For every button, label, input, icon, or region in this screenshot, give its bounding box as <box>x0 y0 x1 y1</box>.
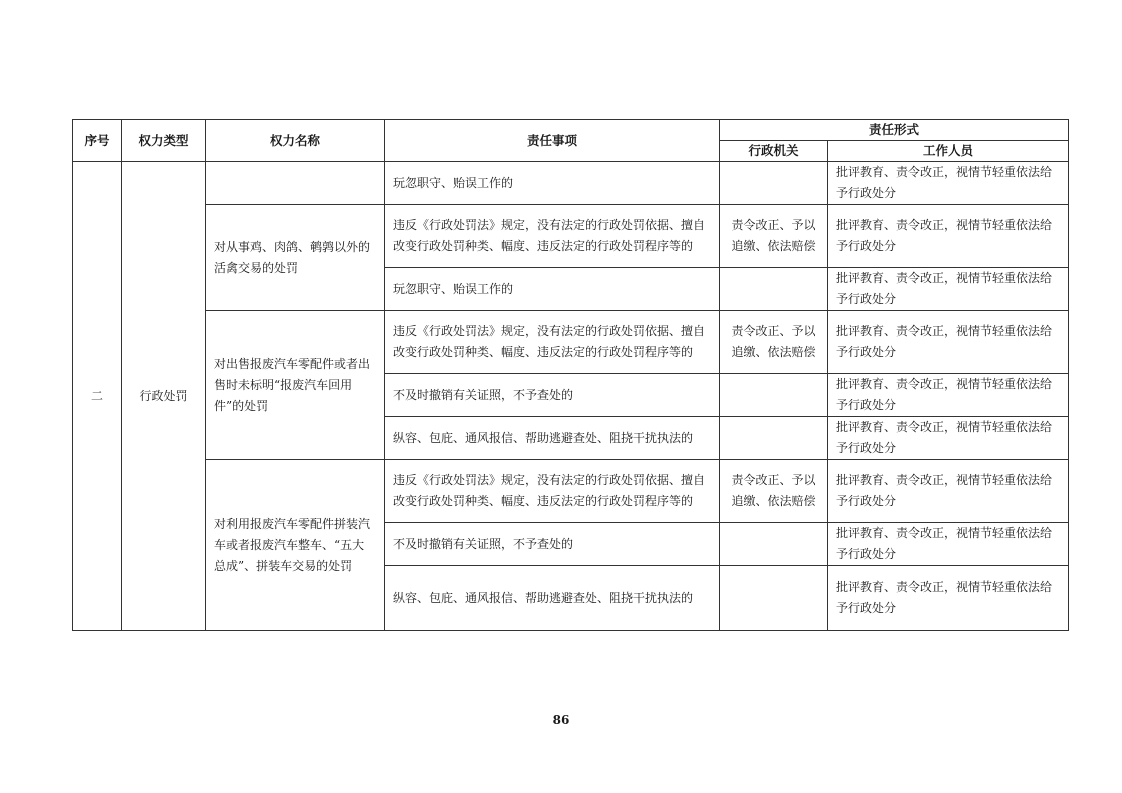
table-row <box>73 205 1069 268</box>
matter-cell: 违反《行政处罚法》规定，没有法定的行政处罚依据、擅自改变行政处罚种类、幅度、违反法定的行政处罚程序等的 <box>385 460 720 523</box>
admin-org-cell: 责令改正、予以追缴、依法赔偿 <box>720 460 828 523</box>
header-power-name: 权力名称 <box>206 120 385 162</box>
staff-cell: 批评教育、责令改正，视情节轻重依法给予行政处分 <box>828 417 1069 460</box>
matter-cell: 玩忽职守、贻误工作的 <box>385 162 720 205</box>
header-admin-org: 行政机关 <box>720 141 828 162</box>
matter-cell: 纵容、包庇、通风报信、帮助逃避查处、阻挠干扰执法的 <box>385 566 720 631</box>
header-power-type: 权力类型 <box>122 120 206 162</box>
page-number: 86 <box>552 713 570 727</box>
seq-cell: 二 <box>73 162 122 631</box>
staff-cell: 批评教育、责令改正，视情节轻重依法给予行政处分 <box>828 205 1069 268</box>
staff-cell: 批评教育、责令改正，视情节轻重依法给予行政处分 <box>828 523 1069 566</box>
staff-cell: 批评教育、责令改正，视情节轻重依法给予行政处分 <box>828 311 1069 374</box>
admin-org-cell <box>720 566 828 631</box>
admin-org-cell <box>720 268 828 311</box>
power-type-cell: 行政处罚 <box>122 162 206 631</box>
responsibility-table <box>72 119 1069 631</box>
header-seq: 序号 <box>73 120 122 162</box>
admin-org-cell <box>720 374 828 417</box>
admin-org-cell <box>720 417 828 460</box>
admin-org-cell: 责令改正、予以追缴、依法赔偿 <box>720 205 828 268</box>
staff-cell: 批评教育、责令改正，视情节轻重依法给予行政处分 <box>828 162 1069 205</box>
header-responsibility: 责任事项 <box>385 120 720 162</box>
table-row <box>73 162 1069 205</box>
admin-org-cell <box>720 162 828 205</box>
matter-cell: 不及时撤销有关证照，不予查处的 <box>385 374 720 417</box>
admin-org-cell <box>720 523 828 566</box>
table-row <box>73 311 1069 374</box>
power-name-cell: 对利用报废汽车零配件拼装汽车或者报废汽车整车、“五大总成”、拼装车交易的处罚 <box>206 460 385 631</box>
matter-cell: 不及时撤销有关证照，不予查处的 <box>385 523 720 566</box>
header-staff: 工作人员 <box>828 141 1069 162</box>
power-name-cell: 对从事鸡、肉鸽、鹌鹑以外的活禽交易的处罚 <box>206 205 385 311</box>
staff-cell: 批评教育、责令改正，视情节轻重依法给予行政处分 <box>828 460 1069 523</box>
staff-cell: 批评教育、责令改正，视情节轻重依法给予行政处分 <box>828 374 1069 417</box>
power-name-cell: 对出售报废汽车零配件或者出售时未标明“报废汽车回用件”的处罚 <box>206 311 385 460</box>
staff-cell: 批评教育、责令改正，视情节轻重依法给予行政处分 <box>828 268 1069 311</box>
matter-cell: 违反《行政处罚法》规定，没有法定的行政处罚依据、擅自改变行政处罚种类、幅度、违反法定的行政处罚程序等的 <box>385 311 720 374</box>
matter-cell: 玩忽职守、贻误工作的 <box>385 268 720 311</box>
power-name-cell <box>206 162 385 205</box>
matter-cell: 违反《行政处罚法》规定，没有法定的行政处罚依据、擅自改变行政处罚种类、幅度、违反法定的行政处罚程序等的 <box>385 205 720 268</box>
table-row <box>73 460 1069 523</box>
admin-org-cell: 责令改正、予以追缴、依法赔偿 <box>720 311 828 374</box>
header-responsibility-form: 责任形式 <box>720 120 1069 141</box>
matter-cell: 纵容、包庇、通风报信、帮助逃避查处、阻挠干扰执法的 <box>385 417 720 460</box>
staff-cell: 批评教育、责令改正，视情节轻重依法给予行政处分 <box>828 566 1069 631</box>
